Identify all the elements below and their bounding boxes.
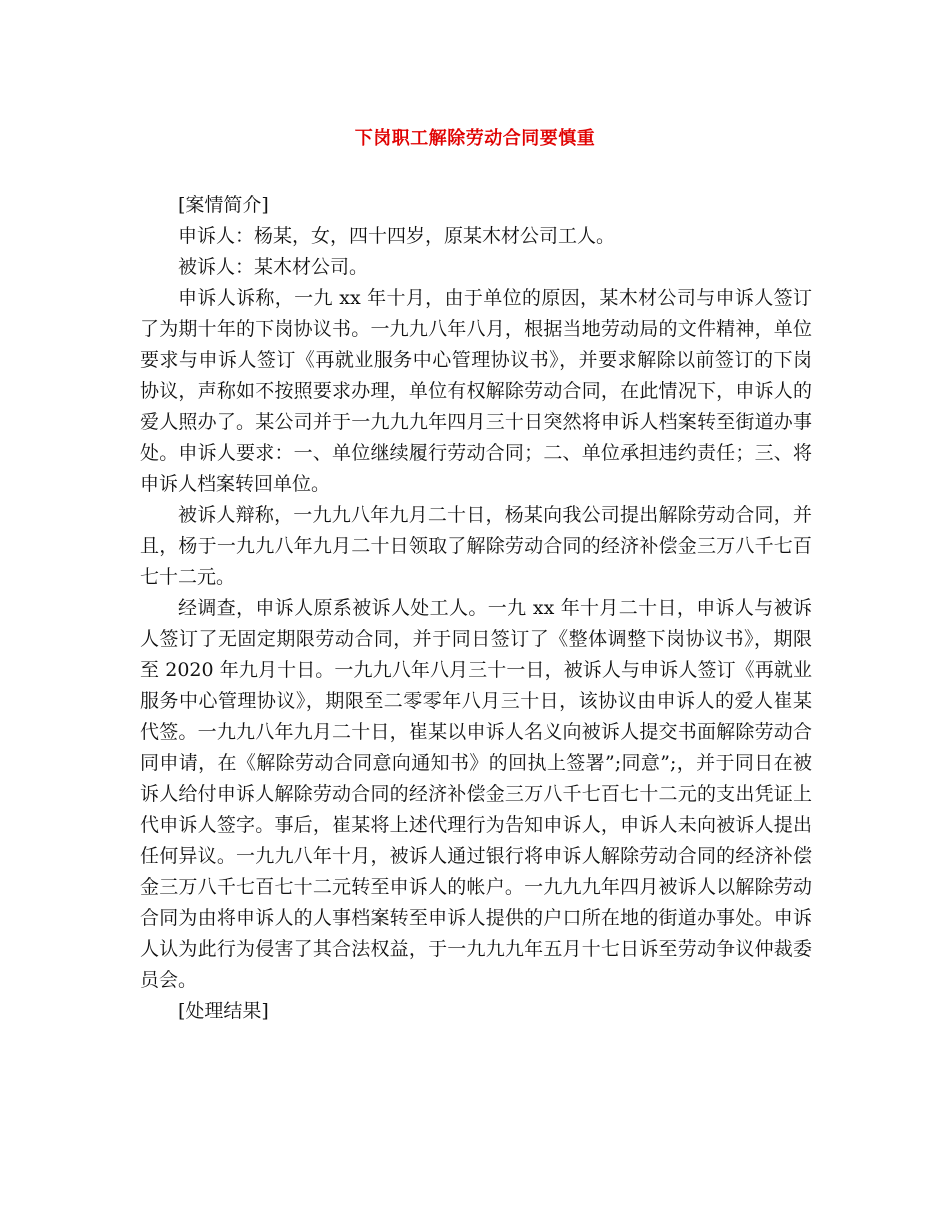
- document-title: 下岗职工解除劳动合同要慎重: [354, 128, 596, 149]
- paragraph-respondent-defense: 被诉人辩称，一九九八年九月二十日，杨某向我公司提出解除劳动合同，并且，杨于一九九八年九月二十日领取了解除劳动合同的经济补偿金三万八千七百七十二元。: [140, 504, 812, 588]
- document-body: [140, 190, 812, 1027]
- section-heading-case-summary: [案情简介]: [178, 194, 269, 216]
- paragraph-respondent: 被诉人：某木材公司。: [178, 256, 369, 278]
- paragraph-complainant: 申诉人：杨某，女，四十四岁，原某木材公司工人。: [178, 225, 616, 247]
- paragraph-complainant-statement: 申诉人诉称，一九 xx 年十月，由于单位的原因，某木材公司与申诉人签订了为期十年的下岗协议书。一九九八年八月，根据当地劳动局的文件精神，单位要求与申诉人签订《再就业服务中心管理协议书》，并要求解除以前签订的下岗协议，声称如不按照要求办理，单位有权解除劳动合同，在此情况下，申诉人的爱人照办了。某公司并于一九九九年四月三十日突然将申诉人档案转至街道办事处。申诉人要求：一、单位继续履行劳动合同；二、单位承担违约责任；三、将申诉人档案转回单位。: [140, 287, 812, 495]
- section-heading-result: [处理结果]: [178, 1000, 269, 1022]
- paragraph-investigation: 经调查，申诉人原系被诉人处工人。一九 xx 年十月二十日，申诉人与被诉人签订了无固定期限劳动合同，并于同日签订了《整体调整下岗协议书》，期限至 2020 年九月十日。一九九八年八月三十一日，被诉人与申诉人签订《再就业服务中心管理协议》，期限至二零零年八月三十日，该协议由申诉人的爱人崔某代签。一九九八年九月二十日，崔某以申诉人名义向被诉人提交书面解除劳动合同申请，在《解除劳动合同意向通知书》的回执上签署”;同意”;，并于同日在被诉人给付申诉人解除劳动合同的经济补偿金三万八千七百七十二元的支出凭证上代申诉人签字。事后，崔某将上述代理行为告知申诉人，申诉人未向被诉人提出任何异议。一九九八年十月，被诉人通过银行将申诉人解除劳动合同的经济补偿金三万八千七百七十二元转至申诉人的帐户。一九九九年四月被诉人以解除劳动合同为由将申诉人的人事档案转至申诉人提供的户口所在地的街道办事处。申诉人认为此行为侵害了其合法权益，于一九九九年五月十七日诉至劳动争议仲裁委员会。: [140, 597, 812, 991]
